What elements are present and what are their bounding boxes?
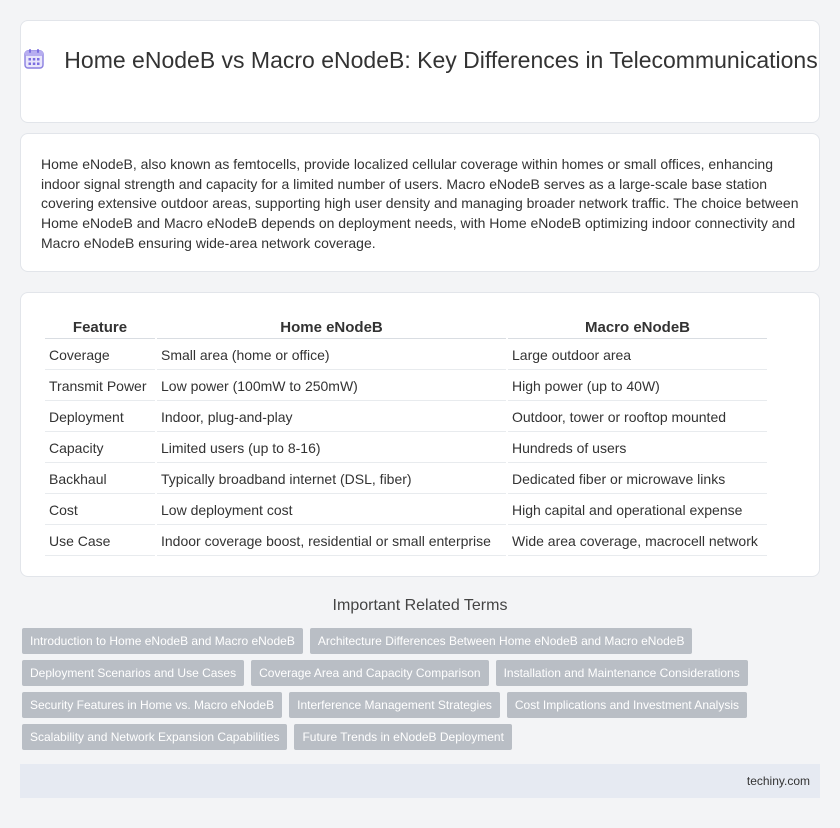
page-title-wrap <box>21 45 819 75</box>
table-cell: Deployment <box>45 403 155 432</box>
column-header-feature: Feature <box>45 314 155 339</box>
table-row <box>45 527 767 556</box>
intro-card <box>20 133 820 272</box>
table-row <box>45 341 767 370</box>
table-cell: Small area (home or office) <box>157 341 506 370</box>
table-cell: Hundreds of users <box>508 434 767 463</box>
table-cell: Coverage <box>45 341 155 370</box>
column-header-macro-enodeb: Macro eNodeB <box>508 314 767 339</box>
table-cell: Cost <box>45 496 155 525</box>
table-cell: Dedicated fiber or microwave links <box>508 465 767 494</box>
related-term-tag[interactable]: Deployment Scenarios and Use Cases <box>22 660 244 686</box>
table-row <box>45 372 767 401</box>
related-term-tag[interactable]: Coverage Area and Capacity Comparison <box>251 660 488 686</box>
related-term-tag[interactable]: Architecture Differences Between Home eNodeB and Macro eNodeB <box>310 628 693 654</box>
related-term-tag[interactable]: Cost Implications and Investment Analysis <box>507 692 747 718</box>
table-row <box>45 434 767 463</box>
related-term-tag[interactable]: Scalability and Network Expansion Capabilities <box>22 724 287 750</box>
table-header-row <box>45 314 767 339</box>
table-cell: Large outdoor area <box>508 341 767 370</box>
related-term-tag[interactable]: Future Trends in eNodeB Deployment <box>294 724 511 750</box>
comparison-table <box>43 312 769 558</box>
table-cell: Transmit Power <box>45 372 155 401</box>
related-term-tag[interactable]: Installation and Maintenance Considerations <box>496 660 748 686</box>
related-term-tag[interactable]: Introduction to Home eNodeB and Macro eNodeB <box>22 628 303 654</box>
table-cell: High capital and operational expense <box>508 496 767 525</box>
table-cell: Backhaul <box>45 465 155 494</box>
related-terms-heading: Important Related Terms <box>332 597 508 614</box>
footer <box>20 764 820 798</box>
table-cell: Outdoor, tower or rooftop mounted <box>508 403 767 432</box>
table-cell: Capacity <box>45 434 155 463</box>
page-title: Home eNodeB vs Macro eNodeB: Key Differences in Telecommunications <box>64 47 818 73</box>
table-cell: Indoor, plug-and-play <box>157 403 506 432</box>
table-cell: Indoor coverage boost, residential or small enterprise <box>157 527 506 556</box>
table-cell: Typically broadband internet (DSL, fiber) <box>157 465 506 494</box>
related-term-tag[interactable]: Security Features in Home vs. Macro eNodeB <box>22 692 282 718</box>
footer-site-link[interactable]: techiny.com <box>746 774 810 788</box>
related-terms-list <box>22 628 782 756</box>
related-term-tag[interactable]: Interference Management Strategies <box>289 692 500 718</box>
table-cell: Wide area coverage, macrocell network <box>508 527 767 556</box>
comparison-table-card <box>20 292 820 577</box>
table-cell: High power (up to 40W) <box>508 372 767 401</box>
intro-paragraph: Home eNodeB, also known as femtocells, provide localized cellular coverage within homes or small offices, enhancing indoor signal strength and capacity for a limited number of users. Macro eNodeB serves as a large-scale base station covering extensive outdoor areas, supporting high user density and managing broader network traffic. The choice between Home eNodeB and Macro eNodeB depends on deployment needs, with Home eNodeB optimizing indoor connectivity and Macro eNodeB ensuring wide-area network coverage. <box>41 156 799 251</box>
table-cell: Limited users (up to 8-16) <box>157 434 506 463</box>
table-row <box>45 403 767 432</box>
table-cell: Use Case <box>45 527 155 556</box>
calendar-icon <box>22 47 46 71</box>
column-header-home-enodeb: Home eNodeB <box>157 314 506 339</box>
table-cell: Low deployment cost <box>157 496 506 525</box>
table-row <box>45 465 767 494</box>
title-card <box>20 20 820 123</box>
table-cell: Low power (100mW to 250mW) <box>157 372 506 401</box>
table-row <box>45 496 767 525</box>
